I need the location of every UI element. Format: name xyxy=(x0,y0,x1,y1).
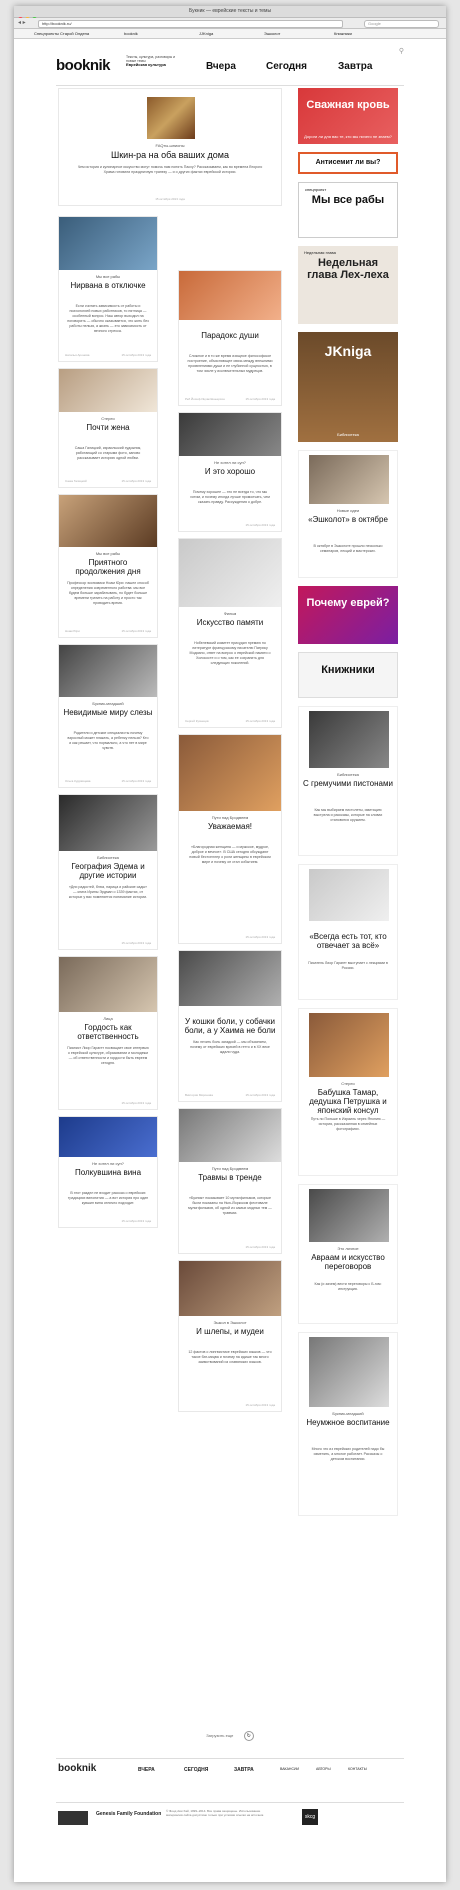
article-title[interactable]: Полкувшина вина xyxy=(74,1168,142,1177)
article-card[interactable] xyxy=(58,956,158,1110)
rubric: Мы все рабы xyxy=(95,551,121,556)
promo-banner[interactable] xyxy=(298,332,398,442)
footer-nav-item[interactable]: АВТОРЫ xyxy=(316,1767,331,1771)
article-title[interactable]: Почти жена xyxy=(86,423,130,432)
article-image xyxy=(179,1261,281,1316)
article-image xyxy=(179,735,281,811)
news-title[interactable]: Неумжное воспитание xyxy=(306,1418,390,1427)
promo-text: Дороги ли для вас те, кто мы ничего не знаем? xyxy=(304,134,392,139)
article-text: Почему хорошее — это не всегда то, что мы хотим, и почему иногда лучше промолчать, чем сказать правду. Рассуждения о добре. xyxy=(190,490,270,504)
article-text: «Благородная женщина — и мужское, мудрое, доброе и вечное». В США сегодня обсуждают новый бестселлер о роли женщины в еврейском мире и почему он стал событием. xyxy=(189,845,271,864)
rubric: Библиотека xyxy=(97,855,119,860)
article-image xyxy=(179,1109,281,1162)
rubric: Не хотел ли суп? xyxy=(92,1161,124,1166)
news-text: Как мы выбираем пистолеты, имитацию выстрела и рассказы, которые на словах становятся оружием. xyxy=(313,808,383,822)
article-meta: Ольга Кудрявцева 15 октября 2013 года xyxy=(65,779,151,783)
article-text: Сложное и в то же время изящное философское построение, объясняющее связь между внешними проявлениями души и ее глубинной сущностью, в том числе у исключительных мудрецов. xyxy=(187,354,273,373)
article-card[interactable] xyxy=(178,1108,282,1254)
rubric: Букник-младший xyxy=(332,1411,364,1416)
article-meta: 15 октября 2013 года xyxy=(245,935,275,939)
refresh-icon: ↻ xyxy=(244,1731,254,1741)
rubric: Пути над Бродвеем xyxy=(211,815,249,820)
rubric: Стерео xyxy=(101,416,115,421)
rubric: Стерео xyxy=(341,1081,355,1086)
article-image xyxy=(59,957,157,1012)
footer-bottom xyxy=(56,1802,404,1833)
article-text: «Дни радостей, блюз, нарица и райские сады» — книга Ирины Эрдман о 1339 фактах, от которых у вас поменяется понимание истории. xyxy=(68,885,148,899)
nav-today[interactable]: Сегодня xyxy=(266,61,308,72)
article-text: В этот раздел не входит рассказ о еврейских традициях винопития — а вот история про один кувшин вина отлично подходит. xyxy=(67,1191,149,1205)
promo-banner[interactable] xyxy=(298,586,398,644)
nav-yesterday[interactable]: Вчера xyxy=(206,61,236,72)
article-title[interactable]: Парадокс души xyxy=(201,331,259,340)
article-card[interactable] xyxy=(58,494,158,638)
sidebar-news-card[interactable] xyxy=(298,1184,398,1324)
news-text: Много что из еврейских родителей надо бы изменить, а многое работает. Рассказы о детском воспитании. xyxy=(311,1447,385,1461)
rubric: Это личное xyxy=(337,1246,359,1251)
news-title[interactable]: «Эшколот» в октябре xyxy=(308,515,388,524)
promo-banner[interactable] xyxy=(298,152,398,174)
footer-nav-item[interactable]: ВЧЕРА xyxy=(138,1767,155,1773)
promo-title[interactable]: JKniga xyxy=(324,343,372,359)
news-image xyxy=(309,1189,389,1242)
bookmark-item[interactable]: Спецпроекты Старой Олдена xyxy=(34,31,90,36)
news-title[interactable]: Бабушка Тамар, дедушка Петрушка и японский консул xyxy=(309,1088,387,1115)
window-title: Букник — еврейские тексты и темы xyxy=(188,8,272,14)
article-text: Как лечить боль загадкой — мы объясняем, почему от еврейских врачей в гетто и в XX веке ждали чуда. xyxy=(190,1040,270,1054)
title-bar xyxy=(14,6,446,18)
article-image xyxy=(59,369,157,412)
article-text: Профессор экономики Ноам Юри: нашел способ определения современного рабства: мы все будем больше зарабатывать, но будет больше времени тратить на работу и просто так проводить время. xyxy=(67,581,149,605)
rubric: Мы все рабы xyxy=(95,274,121,279)
promo-title[interactable]: Почему еврей? xyxy=(306,597,390,609)
sidebar-news-card[interactable] xyxy=(298,1332,398,1516)
promo-title[interactable]: Сважная кровь xyxy=(306,99,390,111)
browser-search-field[interactable]: Google xyxy=(364,20,439,28)
article-card[interactable] xyxy=(58,644,158,788)
footer-nav-item[interactable]: СЕГОДНЯ xyxy=(184,1767,209,1773)
article-meta: 15 октября 2013 года xyxy=(121,1101,151,1105)
hero-card[interactable] xyxy=(58,88,282,206)
article-meta: Сергей Кузнецов 15 октября 2013 года xyxy=(185,719,275,723)
news-title[interactable]: С гремучими пистонами xyxy=(303,779,393,788)
hero-title[interactable]: Шкин-ра на оба ваших дома xyxy=(110,150,229,160)
hero-image xyxy=(147,97,195,139)
article-title[interactable]: Невидимые миру слезы xyxy=(63,708,153,717)
footer-nav-item[interactable]: ВАКАНСИИ xyxy=(280,1767,300,1771)
article-meta: Ноам Юри 15 октября 2013 года xyxy=(65,629,151,633)
article-title[interactable]: Уважаемая! xyxy=(208,822,252,831)
article-text: Родители и детские специалисты почему взрослый может плакать, а ребенку нельзя? Кто и как решает, что нормально, а что нет в мире чувств. xyxy=(67,731,149,750)
article-text: 12 фактов о лингвистике еврейских языков — что такое бат-мицва и почему на идише так много заимствований из славянских языков. xyxy=(188,1350,272,1364)
news-image xyxy=(309,455,389,504)
article-image xyxy=(59,1117,157,1157)
article-title[interactable]: Приятного продолжения дня xyxy=(75,558,141,576)
article-meta: 15 октября 2013 года xyxy=(121,1219,151,1223)
search-icon[interactable]: ⚲ xyxy=(398,48,404,55)
hero-date: 15 октября 2013 года xyxy=(155,197,185,201)
rubric: Новые идеи xyxy=(336,508,360,513)
article-text: Саша Галицкий, израильский художник, работающий со старыми фото, заново рассказывает историю одной любви. xyxy=(74,446,142,460)
article-meta: 15 октября 2013 года xyxy=(245,1245,275,1249)
copyright: © Фонд Ави Хай, 1999–2014. Все права защищены. Использование материалов сайта допустимо только при условии ссылки на источник. xyxy=(166,1809,265,1817)
article-text: «Букник» показывает 10 мультфильмов, которые были показаны на Нью-Йоркском фестивале мультфильмов, об одной из самых модных тем — травмах. xyxy=(188,1196,272,1215)
bookmark-item[interactable]: Эшколот xyxy=(264,31,281,36)
article-meta: 15 октября 2013 года xyxy=(245,1403,275,1407)
promo-title[interactable]: Мы все рабы xyxy=(311,194,385,206)
genesis-logo: Genesis Family Foundation xyxy=(96,1811,162,1817)
rubric: FAQты-шпионы xyxy=(155,143,185,148)
bookmarks-bar xyxy=(14,29,446,39)
skcg-logo[interactable]: skcg xyxy=(302,1809,318,1825)
footer-nav-item[interactable]: КОНТАКТЫ xyxy=(348,1767,367,1771)
site-logo[interactable]: booknik xyxy=(56,57,111,74)
rubric: Эшкол в Эшколот xyxy=(213,1320,247,1325)
article-text: Если считать зависимость от работы и психологией новых работников, то пятница — особенный вопрос. Наш автор выходил на поговорить — обычно оказывается, что жить без работы нельзя, а жизнь — это зависимость от вечного стресса. xyxy=(67,304,149,333)
bookmark-item[interactable]: JJKniga xyxy=(199,31,214,36)
footer-nav xyxy=(56,1758,404,1773)
article-image xyxy=(59,795,157,851)
promo-label: Недельная глава xyxy=(304,250,336,255)
article-card[interactable] xyxy=(58,794,158,950)
article-title[interactable]: И это хорошо xyxy=(204,467,256,476)
avi-chai-logo xyxy=(58,1811,88,1825)
article-card[interactable] xyxy=(58,1116,158,1228)
news-image xyxy=(309,1013,389,1077)
nav-tomorrow[interactable]: Завтра xyxy=(338,61,373,72)
news-image xyxy=(309,711,389,768)
sidebar-news-card[interactable] xyxy=(298,706,398,856)
article-title[interactable]: И шлепы, и мудеи xyxy=(196,1327,264,1336)
article-card[interactable] xyxy=(58,216,158,362)
article-meta: 15 октября 2013 года xyxy=(245,523,275,527)
news-text: Писатель Лиор Гарагет выступает с лекциями в России. xyxy=(308,961,388,970)
address-bar xyxy=(14,18,446,29)
back-forward-icon[interactable]: ◂ ▸ xyxy=(18,20,26,26)
sidebar-news-card[interactable] xyxy=(298,1008,398,1176)
rubric: Пути над Бродвеем xyxy=(211,1166,249,1171)
news-image xyxy=(309,1337,389,1407)
browser-window xyxy=(14,6,446,1882)
article-image xyxy=(179,951,281,1006)
footer-nav-item[interactable]: ЗАВТРА xyxy=(234,1767,254,1773)
footer-logo[interactable]: booknik xyxy=(58,1763,97,1774)
article-image xyxy=(179,413,281,456)
article-meta: 15 октября 2013 года xyxy=(121,941,151,945)
promo-banner[interactable] xyxy=(298,88,398,144)
article-card[interactable] xyxy=(178,1260,282,1412)
article-card[interactable] xyxy=(178,538,282,728)
article-card[interactable] xyxy=(178,412,282,532)
article-image xyxy=(179,271,281,320)
article-image xyxy=(59,645,157,697)
article-title[interactable]: У кошки боли, у собачки боли, а у Хаима не боли xyxy=(184,1017,276,1035)
article-title[interactable]: Искусство памяти xyxy=(196,618,264,627)
article-card[interactable] xyxy=(178,950,282,1102)
tagline: Тексты, культура, разговоры и новые темы Еврейская культура xyxy=(126,55,176,68)
rubric: Букник-младший xyxy=(92,701,124,706)
news-text: Как (и зачем) вести переговоры с Б-гом: инструкция. xyxy=(314,1282,382,1291)
news-title[interactable]: «Всегда есть тот, кто отвечает за всё» xyxy=(309,932,387,950)
promo-title[interactable]: Недельная глава Лех-леха xyxy=(307,257,389,281)
news-text: Путь по Польше в Израиль через Японию — история, рассказанная в семейных фотографиях. xyxy=(310,1117,386,1131)
promo-banner[interactable] xyxy=(298,246,398,324)
promo-title[interactable]: Антисемит ли вы? xyxy=(315,159,381,166)
promo-text: Библиотека xyxy=(337,432,359,437)
article-card[interactable] xyxy=(178,734,282,944)
news-text: В октябре в Эшколоте прошло несколько семинаров, лекций и мастерских. xyxy=(313,544,383,553)
rubric: Библиотека xyxy=(337,772,359,777)
rubric: Фильм xyxy=(223,611,237,616)
url-field[interactable]: http://booknik.ru/ xyxy=(38,20,343,28)
article-title[interactable]: География Эдема и другие истории xyxy=(71,862,145,880)
rubric: Не хотел ли суп? xyxy=(214,460,246,465)
article-meta: Наталья Аронова 15 октября 2013 года xyxy=(65,353,151,357)
promo-banner[interactable] xyxy=(298,652,398,698)
news-title[interactable]: Авраам и искусство переговоров xyxy=(311,1253,385,1271)
article-text: Нобелевский комитет присудил премию по литературе французскому писателю Патрику Модиано, ответ на вопрос о еврейской памяти о Холокосте и о том, как ее сохранить для следующих поколений. xyxy=(189,641,271,665)
news-image xyxy=(309,869,389,921)
article-title[interactable]: Гордость как ответственность xyxy=(77,1023,139,1041)
rubric: Лица xyxy=(103,1016,113,1021)
article-card[interactable] xyxy=(178,270,282,406)
article-meta: Реб Йосеф Ицхак Шнеерсон 15 октября 2013 года xyxy=(185,397,275,401)
article-image xyxy=(59,217,157,270)
promo-banner[interactable] xyxy=(298,182,398,238)
article-image xyxy=(59,495,157,547)
article-title[interactable]: Нирвана в отключке xyxy=(70,281,146,290)
article-title[interactable]: Травмы в тренде xyxy=(198,1173,262,1182)
article-card[interactable] xyxy=(58,368,158,488)
article-meta: Виктория Миронова 15 октября 2013 года xyxy=(185,1093,275,1097)
hero-text: Чем история и кулинарное искусство могут помочь нам понять Пасху? Рассказываем, как во времена Второго Храма готовили праздничную трапезу — и о других фактах еврейской истории. xyxy=(77,165,263,174)
sidebar-news-card[interactable] xyxy=(298,864,398,1000)
promo-label: спецпроект xyxy=(305,187,327,192)
article-meta: Саша Галицкий 15 октября 2013 года xyxy=(65,479,151,483)
site-header xyxy=(56,39,404,86)
article-text: Пианист Лиор Гарагет посвящает свое интервью о еврейской культуре, образовании и молодежи — об ответственности и гордости быть евреем сегодня. xyxy=(67,1046,149,1065)
sidebar-news-card[interactable] xyxy=(298,450,398,578)
promo-title[interactable]: Книжники xyxy=(321,664,375,676)
article-image xyxy=(179,539,281,607)
load-more[interactable]: Загрузить еще ↻ xyxy=(56,1724,404,1742)
bookmark-item[interactable]: booknik xyxy=(124,31,138,36)
bookmark-item[interactable]: Книжники xyxy=(334,31,352,36)
